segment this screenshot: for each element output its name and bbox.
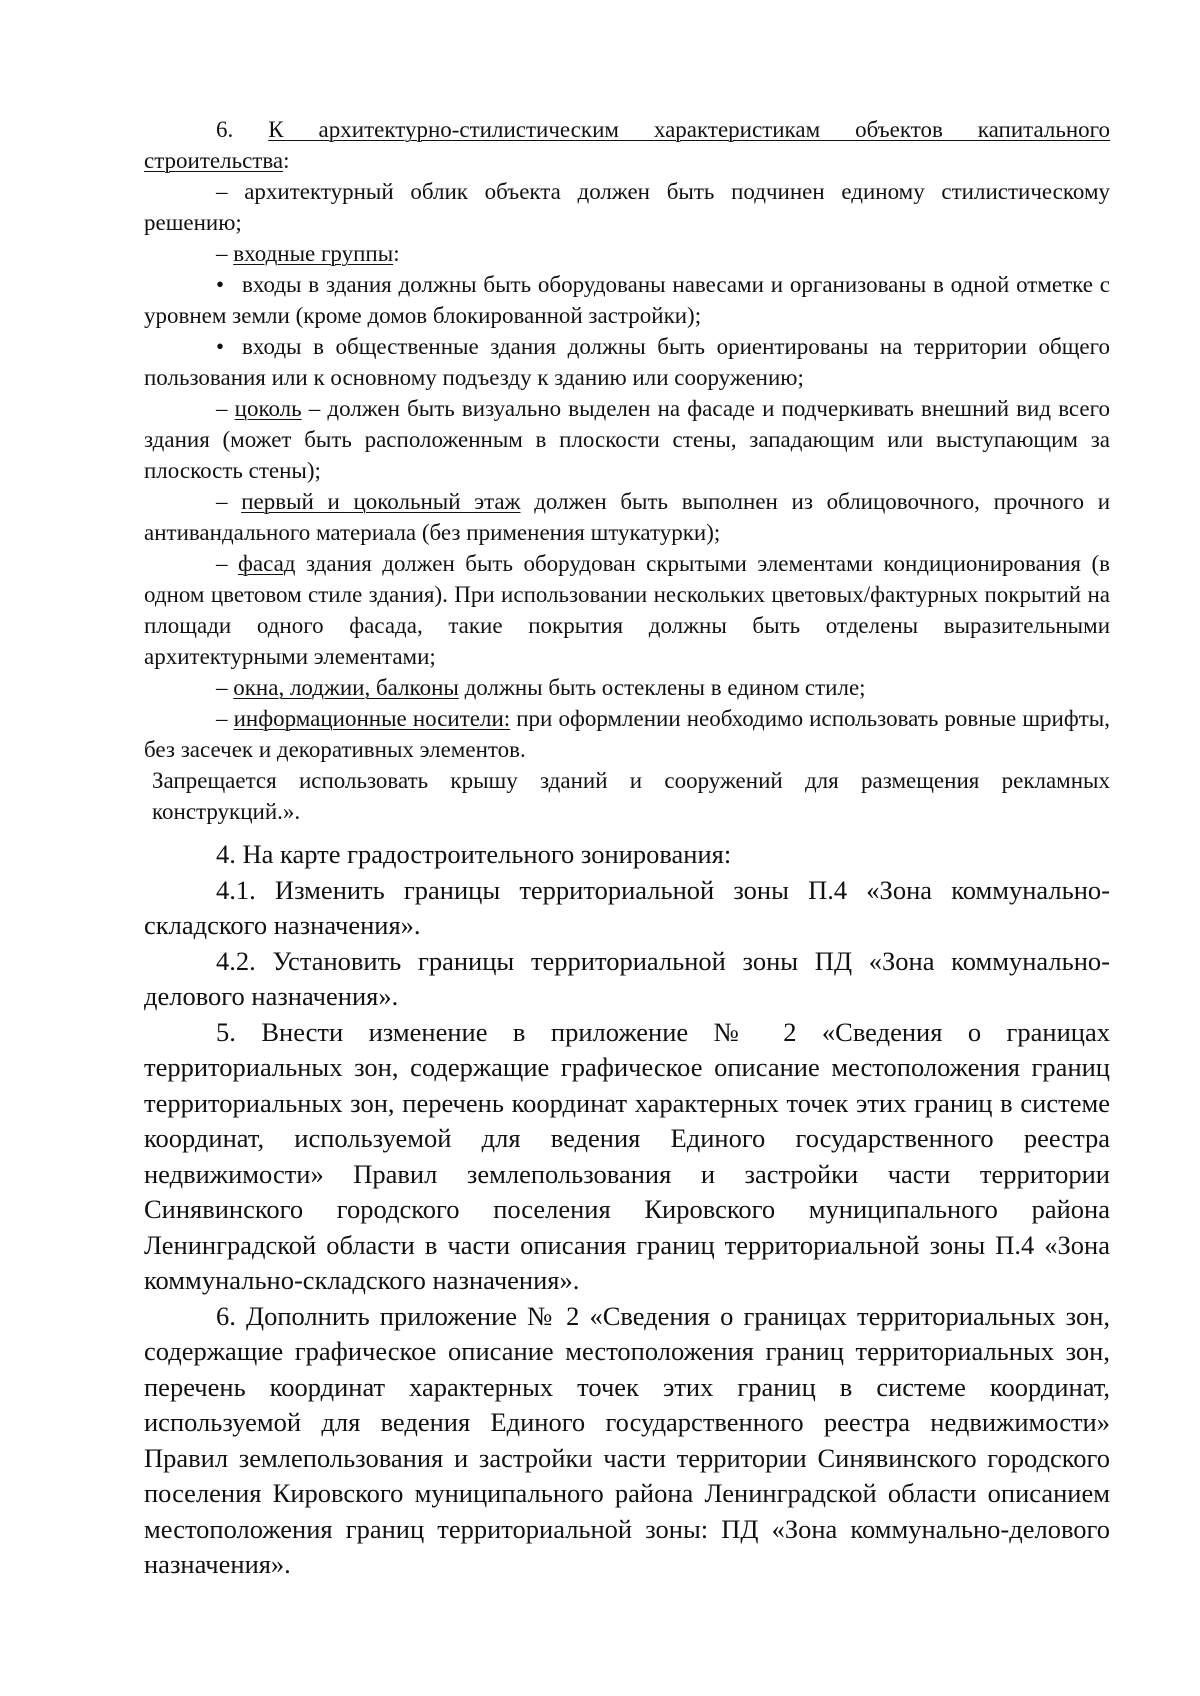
dash-item-facade: – фасад здания должен быть оборудован скрытыми элементами кондиционирования (в одном цветовом стиле здания). При использовании нескольких цветовых/фактурных покрытий на площади одного фасада, такие покрытия должны быть отделены выразительными архитектурными элементами;	[144, 551, 1111, 669]
ground-floor-term: первый и цокольный этаж	[241, 489, 521, 514]
item-6: 6. Дополнить приложение № 2 «Сведения о границах территориальных зон, содержащие графическое описание местоположения границ территориальных зон, перечень координат характерных точек этих границ в системе координат, используемой для ведения Единого государственного реестра недвижимости» Правил землепользования и застройки части территории Синявинского городского поселения Кировского муниципального района Ленинградской области описанием местоположения границ территориальной зоны: ПД «Зона коммунально-делового назначения».	[144, 1300, 1110, 1579]
dash-item-plinth: – цоколь – должен быть визуально выделен на фасаде и подчеркивать внешний вид всего здания (может быть расположенным в плоскости стены, западающим или выступающим за плоскость стены);	[144, 396, 1110, 483]
item-4-1: 4.1. Изменить границы территориальной зоны П.4 «Зона коммунально-складского назначения».	[144, 874, 1110, 940]
bullet-item-canopies: • входы в здания должны быть оборудованы навесами и организованы в одной отметке с уровнем земли (кроме домов блокированной застройки);	[144, 269, 1110, 331]
item-4-2: 4.2. Установить границы территориальной зоны ПД «Зона коммунально-делового назначения».	[144, 945, 1110, 1011]
bullet-item-public-buildings: • входы в общественные здания должны быть ориентированы на территории общего пользования или к основному подъезду к зданию или сооружению;	[144, 331, 1110, 393]
document-body	[144, 114, 1110, 1583]
section-zoning-map	[144, 837, 1110, 1583]
item-4-heading: 4. На карте градостроительного зонирования:	[216, 839, 732, 869]
section-architectural-requirements	[144, 114, 1110, 827]
dash-item-ground-floor: – первый и цокольный этаж должен быть выполнен из облицовочного, прочного и антивандального материала (без применения штукатурки);	[144, 489, 1110, 545]
dash-item-entrance-groups: – входные группы:	[216, 241, 400, 266]
information-carriers-term: информационные носители:	[233, 706, 511, 731]
dash-item-windows: – окна, лоджии, балконы должны быть остеклены в едином стиле;	[216, 675, 866, 700]
entrance-groups-term: входные группы	[233, 241, 394, 266]
windows-term: окна, лоджии, балконы	[233, 675, 459, 700]
dash-item-information-carriers: – информационные носители: при оформлении необходимо использовать ровные шрифты, без засечек и декоративных элементов.	[144, 706, 1110, 762]
prohibition-paragraph: Запрещается использовать крышу зданий и сооружений для размещения рекламных конструкций.».	[152, 768, 1110, 824]
item-6-heading-underlined: К архитектурно-стилистическим характеристикам объектов капитального строительства	[144, 117, 1111, 173]
dash-item-style: – архитектурный облик объекта должен быть подчинен единому стилистическому решению;	[144, 179, 1110, 235]
plinth-term: цоколь	[234, 396, 302, 421]
facade-term: фасад	[238, 551, 296, 576]
item-6-heading: 6. К архитектурно-стилистическим характеристикам объектов капитального строительства:	[144, 117, 1111, 173]
bullet-icon: •	[216, 334, 225, 359]
bullet-icon: •	[216, 272, 225, 297]
item-5: 5. Внести изменение в приложение № 2 «Сведения о границах территориальных зон, содержащие графическое описание местоположения границ территориальных зон, перечень координат характерных точек этих границ в системе координат, используемой для ведения Единого государственного реестра недвижимости» Правил землепользования и застройки части территории Синявинского городского поселения Кировского муниципального района Ленинградской области в части описания границ территориальной зоны П.4 «Зона коммунально-складского назначения».	[144, 1016, 1110, 1295]
